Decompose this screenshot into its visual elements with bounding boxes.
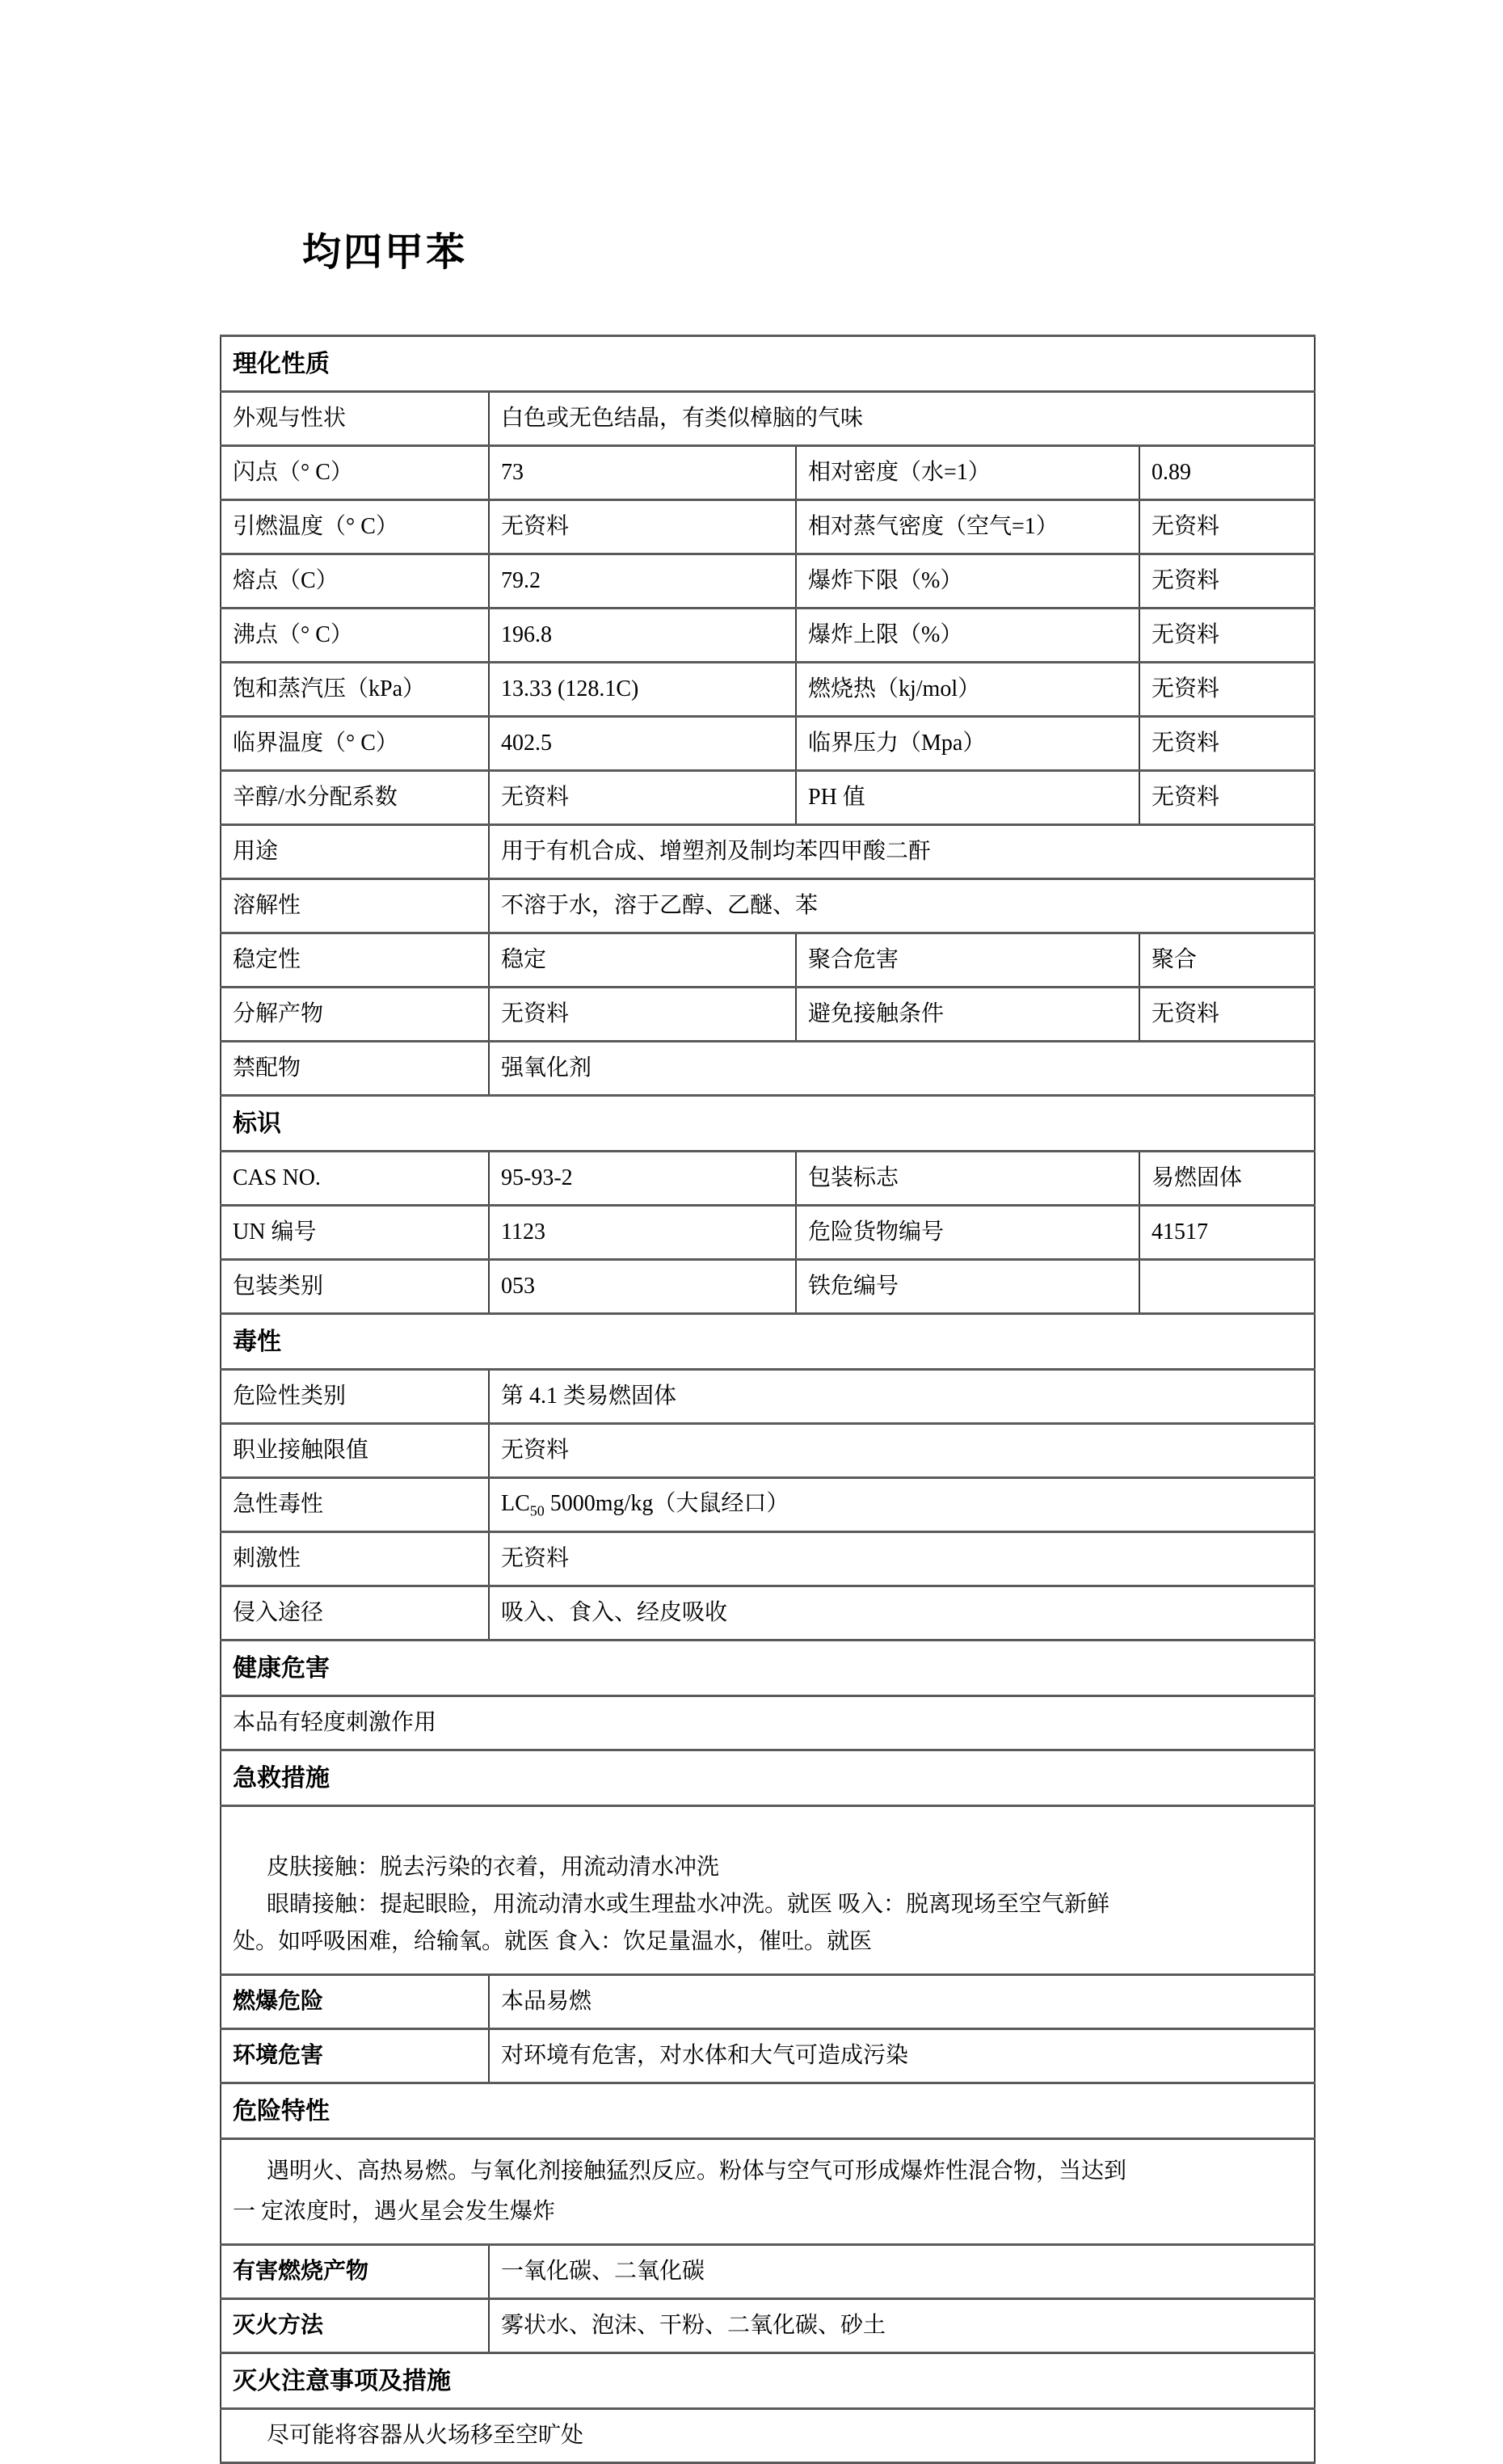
field-label: 急性毒性 (221, 1478, 489, 1532)
text-line: 眼睛接触：提起眼睑，用流动清水或生理盐水冲洗。就医 吸入：脱离现场至空气新鲜 (267, 1892, 1110, 1917)
field-label: 辛醇/水分配系数 (221, 771, 489, 825)
field-label: 避免接触条件 (796, 988, 1139, 1042)
field-label: 灭火方法 (221, 2299, 489, 2353)
table-row (221, 1478, 1315, 1532)
section-header-toxicity: 毒性 (221, 1314, 1315, 1370)
table-row (221, 1750, 1315, 1806)
field-value: 对环境有危害，对水体和大气可造成污染 (489, 2029, 1315, 2083)
table-row (221, 717, 1315, 771)
field-value: 196.8 (489, 609, 796, 663)
field-label: 侵入途径 (221, 1586, 489, 1641)
field-label: 临界压力（Mpa） (796, 717, 1139, 771)
field-value: 13.33 (128.1C) (489, 663, 796, 717)
table-row (221, 446, 1315, 500)
field-label: 爆炸下限（%） (796, 554, 1139, 609)
field-value: 无资料 (1139, 500, 1315, 554)
text-line: 一 定浓度时，遇火星会发生爆炸 (233, 2199, 556, 2224)
table-row (221, 2083, 1315, 2139)
field-label: 分解产物 (221, 988, 489, 1042)
table-row (221, 1641, 1315, 1696)
field-label: 危险货物编号 (796, 1206, 1139, 1260)
table-row (221, 771, 1315, 825)
section-header-hazard-characteristics: 危险特性 (221, 2083, 1315, 2139)
table-row (221, 879, 1315, 933)
section-header-health-hazard: 健康危害 (221, 1641, 1315, 1696)
table-row (221, 988, 1315, 1042)
field-value: 吸入、食入、经皮吸收 (489, 1586, 1315, 1641)
field-label: 有害燃烧产物 (221, 2245, 489, 2299)
field-value: 无资料 (1139, 771, 1315, 825)
table-row (221, 663, 1315, 717)
field-label: 临界温度（° C） (221, 717, 489, 771)
field-label: 稳定性 (221, 933, 489, 988)
field-value: 无资料 (1139, 609, 1315, 663)
field-label: 熔点（C） (221, 554, 489, 609)
field-value: 0.89 (1139, 446, 1315, 500)
field-label: 包装类别 (221, 1260, 489, 1314)
field-label: 铁危编号 (796, 1260, 1139, 1314)
field-value: 本品有轻度刺激作用 (221, 1696, 1315, 1750)
table-row (221, 825, 1315, 879)
field-value (1139, 1260, 1315, 1314)
table-row (221, 609, 1315, 663)
field-value: 无资料 (489, 771, 796, 825)
field-value: 无资料 (489, 1424, 1315, 1478)
section-header-physical-chemical: 理化性质 (221, 336, 1315, 392)
field-value: 95-93-2 (489, 1152, 796, 1206)
table-row (221, 2029, 1315, 2083)
table-row (221, 1424, 1315, 1478)
field-value: 尽可能将容器从火场移至空旷处 (221, 2409, 1315, 2463)
field-value: 不溶于水，溶于乙醇、乙醚、苯 (489, 879, 1315, 933)
field-label: 聚合危害 (796, 933, 1139, 988)
field-value: 易燃固体 (1139, 1152, 1315, 1206)
field-value: 一氧化碳、二氧化碳 (489, 2245, 1315, 2299)
field-value: 79.2 (489, 554, 796, 609)
table-row (221, 1314, 1315, 1370)
field-label: 刺激性 (221, 1532, 489, 1586)
field-value: 无资料 (489, 988, 796, 1042)
field-value: 无资料 (489, 500, 796, 554)
table-row (221, 1370, 1315, 1424)
table-row (221, 392, 1315, 446)
field-label: 相对密度（水=1） (796, 446, 1139, 500)
field-value: 用于有机合成、增塑剂及制均苯四甲酸二酐 (489, 825, 1315, 879)
table-row (221, 2245, 1315, 2299)
msds-table (220, 335, 1316, 2464)
field-label: 燃爆危险 (221, 1975, 489, 2029)
field-label: 危险性类别 (221, 1370, 489, 1424)
field-label: 闪点（° C） (221, 446, 489, 500)
field-value: 白色或无色结晶，有类似樟脑的气味 (489, 392, 1315, 446)
field-value: 稳定 (489, 933, 796, 988)
table-row (221, 1975, 1315, 2029)
table-row (221, 1206, 1315, 1260)
field-value: 73 (489, 446, 796, 500)
table-row (221, 2409, 1315, 2463)
table-row (221, 1586, 1315, 1641)
hazard-characteristics-text (221, 2139, 1315, 2245)
table-row (221, 2353, 1315, 2409)
field-label: 燃烧热（kj/mol） (796, 663, 1139, 717)
field-value: 雾状水、泡沫、干粉、二氧化碳、砂土 (489, 2299, 1315, 2353)
field-value: 本品易燃 (489, 1975, 1315, 2029)
table-row (221, 1042, 1315, 1096)
field-label: CAS NO. (221, 1152, 489, 1206)
field-label: 相对蒸气密度（空气=1） (796, 500, 1139, 554)
table-row (221, 933, 1315, 988)
table-row (221, 2139, 1315, 2245)
field-label: 溶解性 (221, 879, 489, 933)
field-value: 402.5 (489, 717, 796, 771)
field-value: 聚合 (1139, 933, 1315, 988)
field-label: 职业接触限值 (221, 1424, 489, 1478)
field-label: 外观与性状 (221, 392, 489, 446)
table-row (221, 554, 1315, 609)
field-value: 无资料 (1139, 717, 1315, 771)
field-label: 包装标志 (796, 1152, 1139, 1206)
field-label: UN 编号 (221, 1206, 489, 1260)
field-value: 1123 (489, 1206, 796, 1260)
section-header-first-aid: 急救措施 (221, 1750, 1315, 1806)
text-line: 皮肤接触：脱去污染的衣着，用流动清水冲洗 (267, 1855, 720, 1880)
field-label: 饱和蒸汽压（kPa） (221, 663, 489, 717)
field-label: 沸点（° C） (221, 609, 489, 663)
first-aid-text (221, 1806, 1315, 1975)
text-line: 处。如呼吸困难，给输氧。就医 食入：饮足量温水，催吐。就医 (233, 1929, 873, 1954)
field-value: 41517 (1139, 1206, 1315, 1260)
table-row (221, 1152, 1315, 1206)
table-row (221, 1260, 1315, 1314)
field-label: 爆炸上限（%） (796, 609, 1139, 663)
table-row (221, 500, 1315, 554)
field-value: 无资料 (1139, 663, 1315, 717)
field-label: 用途 (221, 825, 489, 879)
field-value: 第 4.1 类易燃固体 (489, 1370, 1315, 1424)
table-row (221, 1532, 1315, 1586)
table-row (221, 1696, 1315, 1750)
table-row (221, 2299, 1315, 2353)
section-header-identification: 标识 (221, 1096, 1315, 1152)
field-label: 引燃温度（° C） (221, 500, 489, 554)
field-value: 无资料 (1139, 988, 1315, 1042)
field-value: 无资料 (489, 1532, 1315, 1586)
field-value: 053 (489, 1260, 796, 1314)
field-label: 环境危害 (221, 2029, 489, 2083)
table-row (221, 1096, 1315, 1152)
field-label: 禁配物 (221, 1042, 489, 1096)
field-value: 无资料 (1139, 554, 1315, 609)
field-value: 强氧化剂 (489, 1042, 1315, 1096)
page-title: 均四甲苯 (302, 231, 468, 274)
table-row (221, 336, 1315, 392)
field-label: PH 值 (796, 771, 1139, 825)
section-header-fire-fighting-notes: 灭火注意事项及措施 (221, 2353, 1315, 2409)
text-line: 遇明火、高热易燃。与氧化剂接触猛烈反应。粉体与空气可形成爆炸性混合物，当达到 (267, 2159, 1127, 2184)
table-row (221, 1806, 1315, 1975)
field-value: $LC_{50}$ 5000mg/kg（大鼠经口） (489, 1478, 1315, 1532)
